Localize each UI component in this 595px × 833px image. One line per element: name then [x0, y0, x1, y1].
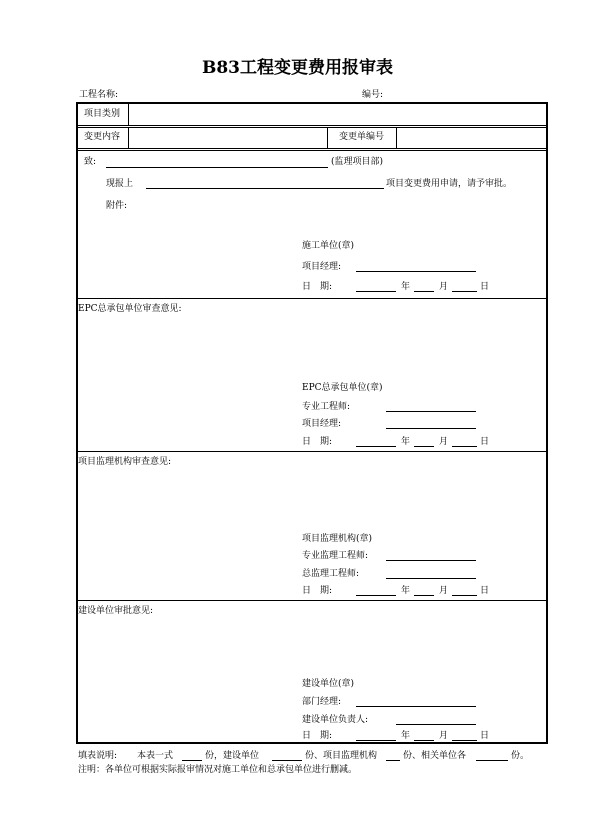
project-category-field[interactable] — [132, 106, 542, 122]
s1-date-label: 日 期: — [302, 282, 333, 292]
fill-note-part2: 份，建设单位 — [205, 751, 260, 761]
s2-pm-blank[interactable] — [386, 428, 476, 429]
s1-month-blank[interactable] — [414, 291, 434, 292]
row2-divider-b — [327, 127, 328, 148]
s3-day-blank[interactable] — [452, 595, 477, 596]
s4-date-label: 日 期: — [302, 731, 333, 741]
s2-month: 月 — [439, 437, 449, 447]
s4-month-blank[interactable] — [414, 740, 434, 741]
s4-day: 日 — [480, 731, 490, 741]
s1-month: 月 — [439, 282, 449, 292]
s4-unit-head-blank[interactable] — [396, 724, 476, 725]
s2-date-label: 日 期: — [302, 437, 333, 447]
s3-chief-blank[interactable] — [386, 578, 476, 579]
fill-note-part1: 本表一式 — [137, 751, 174, 761]
s2-day: 日 — [480, 437, 490, 447]
s1-pm-label: 项目经理: — [302, 262, 342, 272]
table-left-border — [76, 102, 78, 744]
section3-bottom — [77, 600, 547, 601]
s2-year-blank[interactable] — [356, 446, 396, 447]
s4-month: 月 — [439, 731, 449, 741]
owner-unit-seal: 建设单位(章) — [302, 679, 355, 689]
s3-month: 月 — [439, 586, 449, 596]
row2-bottom-double — [77, 150, 547, 151]
section1-bottom — [77, 298, 547, 299]
supervision-review-heading: 项目监理机构审查意见: — [78, 457, 172, 467]
to-label: 致: — [84, 157, 97, 167]
form-title: B83工程变更费用报审表 — [201, 58, 394, 78]
project-name-label: 工程名称: — [79, 90, 119, 100]
project-category-label: 项目类别 — [84, 109, 121, 119]
supervision-dept-label: (监理项目部) — [331, 157, 384, 167]
s1-day-blank[interactable] — [452, 291, 477, 292]
report-prefix: 现报上 — [106, 179, 134, 189]
s3-date-label: 日 期: — [302, 586, 333, 596]
fill-note-part3: 份、项目监理机构 — [305, 751, 378, 761]
report-suffix: 项目变更费用申请，请予审批。 — [386, 179, 513, 189]
copies-related-blank[interactable] — [476, 760, 508, 761]
s2-pm-label: 项目经理: — [302, 419, 342, 429]
row1-bottom — [77, 125, 547, 126]
report-blank[interactable] — [146, 188, 384, 189]
row2-divider-a — [128, 127, 129, 148]
s3-engineer-label: 专业监理工程师: — [302, 551, 369, 561]
change-form-no-label: 变更单编号 — [339, 132, 385, 142]
s3-month-blank[interactable] — [414, 595, 434, 596]
footer-note: 注明：各单位可根据实际报审情况对施工单位和总承包单位进行删减。 — [78, 765, 358, 775]
s2-engineer-blank[interactable] — [386, 411, 476, 412]
fill-note-part4: 份、相关单位各 — [403, 751, 467, 761]
copies-supervision-blank[interactable] — [386, 760, 400, 761]
row1-divider — [128, 103, 129, 125]
fill-note-label: 填表说明: — [78, 751, 118, 761]
s4-unit-head-label: 建设单位负责人: — [302, 715, 369, 725]
s1-year-blank[interactable] — [356, 291, 396, 292]
to-blank[interactable] — [106, 167, 328, 168]
s2-day-blank[interactable] — [452, 446, 477, 447]
owner-approval-heading: 建设单位审批意见: — [78, 606, 154, 616]
change-content-label: 变更内容 — [84, 132, 121, 142]
number-label: 编号: — [362, 90, 384, 100]
s1-year: 年 — [401, 282, 411, 292]
s3-year-blank[interactable] — [356, 595, 396, 596]
s3-day: 日 — [480, 586, 490, 596]
s4-year: 年 — [401, 731, 411, 741]
copies-owner-blank[interactable] — [272, 760, 302, 761]
epc-review-heading: EPC总承包单位审查意见: — [78, 304, 182, 314]
table-right-border — [546, 102, 548, 744]
s2-year: 年 — [401, 437, 411, 447]
s3-chief-label: 总监理工程师: — [302, 569, 360, 579]
construction-unit-seal: 施工单位(章) — [302, 241, 355, 251]
attachment-label: 附件: — [106, 201, 128, 211]
s1-day: 日 — [480, 282, 490, 292]
s1-pm-blank[interactable] — [356, 271, 476, 272]
change-form-no-field[interactable] — [400, 129, 542, 145]
s4-dept-manager-label: 部门经理: — [302, 697, 342, 707]
row2-divider-c — [396, 127, 397, 148]
s3-engineer-blank[interactable] — [386, 560, 476, 561]
supervision-unit-seal: 项目监理机构(章) — [302, 534, 373, 544]
fill-note-part5: 份。 — [511, 751, 530, 761]
epc-unit-seal: EPC总承包单位(章) — [302, 383, 383, 393]
section2-bottom — [77, 451, 547, 452]
s2-month-blank[interactable] — [414, 446, 434, 447]
s4-year-blank[interactable] — [356, 740, 396, 741]
s4-dept-manager-blank[interactable] — [356, 706, 476, 707]
row2-bottom — [77, 148, 547, 149]
row2-top — [77, 127, 547, 128]
table-bottom-border — [76, 742, 548, 744]
table-top-border — [76, 102, 548, 104]
s2-engineer-label: 专业工程师: — [302, 402, 351, 412]
s3-year: 年 — [401, 586, 411, 596]
change-content-field[interactable] — [132, 129, 322, 145]
s4-day-blank[interactable] — [452, 740, 477, 741]
copies-total-blank[interactable] — [182, 760, 202, 761]
